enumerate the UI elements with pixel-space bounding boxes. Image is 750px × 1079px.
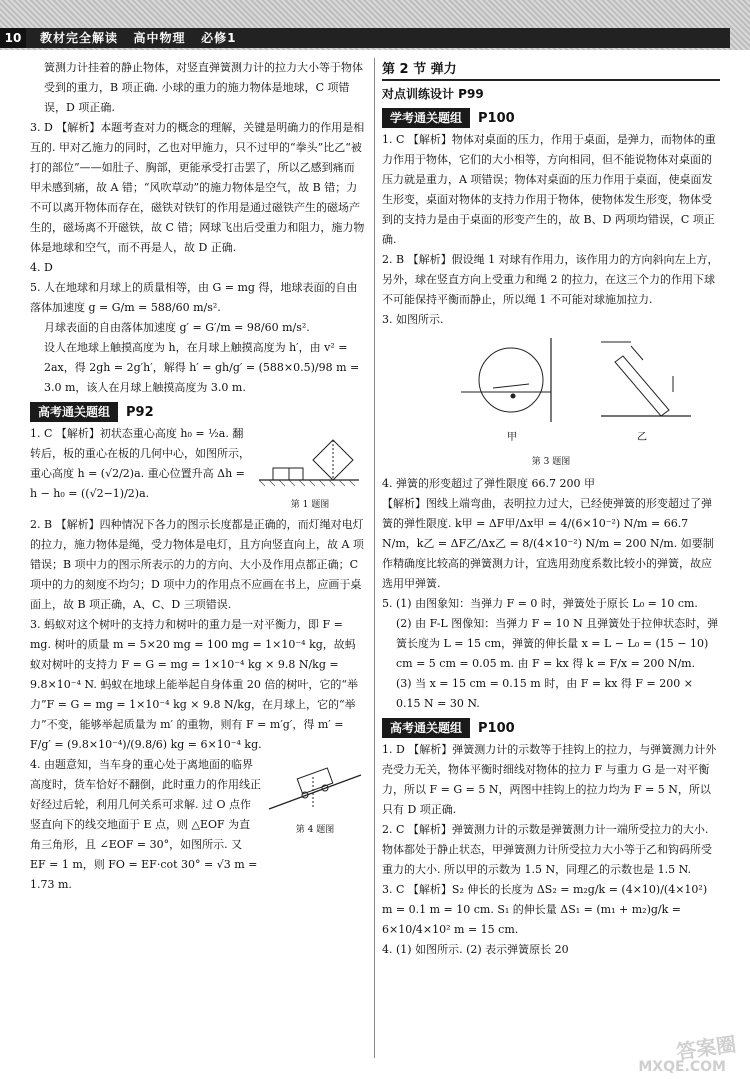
figure-4-caption: 第 4 题图: [295, 825, 335, 835]
column-divider: [374, 58, 375, 1058]
figure-1: [255, 424, 365, 515]
page-header: [0, 0, 750, 50]
figure-3-label-a: 甲: [507, 432, 517, 443]
left-column: [30, 58, 365, 895]
figure-4: [265, 755, 365, 895]
answer-text: 1. D 【解析】弹簧测力计的示数等于挂钩上的拉力，与弹簧测力计外壳受力无关，物体平衡时细线对物体的拉力 F 与重力 G 是一对平衡力，所以 F = G = 5 N，两图中挂钩上的拉力均为 F = 5 N，所以只有 D 项正确.: [382, 743, 717, 816]
answer-text: (3) 当 x = 15 cm = 0.15 m 时，由 F = kx 得 F = 200 × 0.15 N = 30 N.: [396, 677, 693, 710]
answer-text: 3. 如图所示.: [382, 313, 444, 326]
answer-text: 4. D: [30, 261, 53, 274]
figure-4-diagram: [265, 755, 365, 813]
answer-text: 2. B 【解析】假设绳 1 对球有作用力，该作用力的方向斜向左上方，另外，球在竖直方向上受重力和绳 2 的拉力，在这三个力的作用下球不可能保持平衡而静止，所以绳 1 不可能对球施加拉力.: [382, 253, 719, 306]
section-tag: 高考通关题组 P100: [382, 714, 720, 740]
answer-text: 【解析】图线上端弯曲，表明拉力过大，已经使弹簧的形变超过了弹簧的弹性限度. k甲 = ΔF甲/Δx甲 = 4/(6×10⁻²) N/m = 66.7 N/m，k乙 = ΔF乙/Δx乙 = 8/(4×10⁻²) N/m = 200 N/m. 如要制作精确度比较高的弹簧测力计，宜选用劲度系数比较小的弹簧，故应选用甲弹簧.: [382, 497, 714, 590]
figure-1-caption: 第 1 题图: [290, 500, 330, 510]
answer-text: 4. 弹簧的形变超过了弹性限度 66.7 200 甲: [382, 477, 595, 490]
answer-text: 5. (1) 由图象知：当弹力 F = 0 时，弹簧处于原长 L₀ = 10 cm.: [382, 597, 698, 610]
figure-1-diagram: [255, 424, 365, 488]
figure-3-diagram: [401, 332, 701, 444]
answer-text: 5. 人在地球和月球上的质量相等，由 G = mg 得，地球表面的自由落体加速度 g = G/m = 588/60 m/s².: [30, 281, 358, 314]
watermark-logo: 答案圈: [674, 1031, 738, 1065]
answer-text: 2. B 【解析】四种情况下各力的图示长度都是正确的，而灯绳对电灯的拉力，施力物体是绳，受力物体是电灯，且方向竖直向上，故 A 项错误；B 项中力的图示所表示的力的方向、大小及作用点都正确；C 项中的力的刻度不均匀；D 项中力的作用点不应画在书上，应画于桌面上，故 B 项正确，A、C、D 三项错误.: [30, 518, 364, 611]
section-tag: 高考通关题组 P92: [30, 398, 365, 424]
right-column: [382, 58, 720, 960]
section-tag: 学考通关题组 P100: [382, 104, 720, 130]
answer-text: 设人在地球上触摸高度为 h，在月球上触摸高度为 h′，由 v² = 2ax，得 2gh = 2g′h′，解得 h′ = gh/g′ = (588×0.5)/98 m = 3.0 m，该人在月球上触摸高度为 3.0 m.: [44, 341, 360, 394]
figure-3-label-b: 乙: [637, 432, 647, 443]
answer-text: 4. 由题意知，当车身的重心处于离地面的临界高度时，货车恰好不翻倒，此时重力的作用线正好经过后轮，利用几何关系可求解. 过 O 点作竖直向下的线交地面于 E 点，则 △EOF 为直角三角形，且 ∠EOF = 30°，如图所示. 又 EF = 1 m，则 FO = EF·cot 30° = √3 m = 1.73 m.: [30, 758, 261, 891]
answer-text: 4. (1) 如图所示. (2) 表示弹簧原长 20: [382, 943, 569, 956]
section-title: 第 2 节 弹力: [382, 58, 720, 81]
answer-text: 3. D 【解析】本题考查对力的概念的理解，关键是明确力的作用是相互的. 甲对乙施力的同时，乙也对甲施力，只不过甲的“拳头”比乙“被打的部位”——如肚子、胸部，更能承受打击罢了，所以乙感到痛而甲未感到痛，故 A 错；“风吹草动”的施力物体是空气，故 B 错；力不可以离开物体而存在，磁铁对铁钉的作用是通过磁铁产生的磁场产生的，磁场离不开磁铁，故 C 错；网球飞出后受重力和阻力，施力物体是地球和空气，而不再是人，故 D 正确.: [30, 121, 365, 254]
answer-text: 3. 蚂蚁对这个树叶的支持力和树叶的重力是一对平衡力，即 F = mg. 树叶的质量 m = 5×20 mg = 100 mg = 1×10⁻⁴ kg，故蚂蚁对树叶的支持力 F = G = mg = 1×10⁻⁴ kg × 9.8 N/kg = 9.8×10⁻⁴ N. 蚂蚁在地球上能举起自身体重 20 倍的树叶，它的“举力”F = G = mg = 1×10⁻⁴ kg × 9.8 N/kg，在月球上，它的“举力”不变，能够举起质量为 m′ 的重物，则有 F = m′g′，得 m′ = F/g′ = (9.8×10⁻⁴)/(9.8/6) kg = 6×10⁻⁴ kg.: [30, 618, 358, 751]
answer-text: 1. C 【解析】初状态重心高度 h₀ = ½a. 翻转后，板的重心在板的几何中心，如图所示，重心高度 h = (√2/2)a. 重心位置升高 Δh = h − h₀ = ((√2−1)/2)a.: [30, 427, 250, 500]
figure-3: [382, 332, 720, 472]
subsection-title: 对点训练设计 P99: [382, 87, 484, 101]
answer-text: (2) 由 F-L 图像知：当弹力 F = 10 N 且弹簧处于拉伸状态时，弹簧长度为 L = 15 cm，弹簧的伸长量 x = L − L₀ = (15 − 10) cm = 5 cm = 0.05 m. 由 F = kx 得 k = F/x = 200 N/m.: [396, 617, 719, 670]
answer-text: 2. C 【解析】弹簧测力计的示数是弹簧测力计一端所受拉力的大小. 物体都处于静止状态，甲弹簧测力计所受拉力大小等于乙和钩码所受重力的大小. 所以甲的示数为 1.5 N，同理乙的示数也是 1.5 N.: [382, 823, 712, 876]
answer-text: 月球表面的自由落体加速度 g′ = G′/m = 98/60 m/s².: [44, 321, 310, 334]
page-number: 10: [0, 28, 26, 48]
watermark-url: MXQE.COM: [638, 1059, 726, 1075]
header-title: 教材完全解读 高中物理 必修1: [40, 31, 237, 45]
answer-text: 3. C 【解析】S₂ 伸长的长度为 ΔS₂ = m₂g/k = (4×10)/(4×10²) m = 0.1 m = 10 cm. S₁ 的伸长量 ΔS₁ = (m₁ + m₂)g/k = 6×10/4×10² m = 15 cm.: [382, 883, 708, 936]
answer-text: 1. C 【解析】物体对桌面的压力，作用于桌面，是弹力，而物体的重力作用于物体，它们的大小相等，方向相同，但不能说物体对桌面的压力就是重力，A 项错误；物体对桌面的压力作用于桌面，使桌面发生形变，桌面对物体的支持力作用于物体，使物体发生形变，物体受到的支持力是由于桌面的形变产生的，故 B、D 两项均错误，C 项正确.: [382, 133, 716, 246]
figure-3-caption: 第 3 题图: [531, 457, 571, 467]
answer-text: 簧测力计挂着的静止物体，对竖直弹簧测力计的拉力大小等于物体受到的重力，B 项正确. 小球的重力的施力物体是地球，C 项错误，D 项正确.: [44, 61, 363, 114]
